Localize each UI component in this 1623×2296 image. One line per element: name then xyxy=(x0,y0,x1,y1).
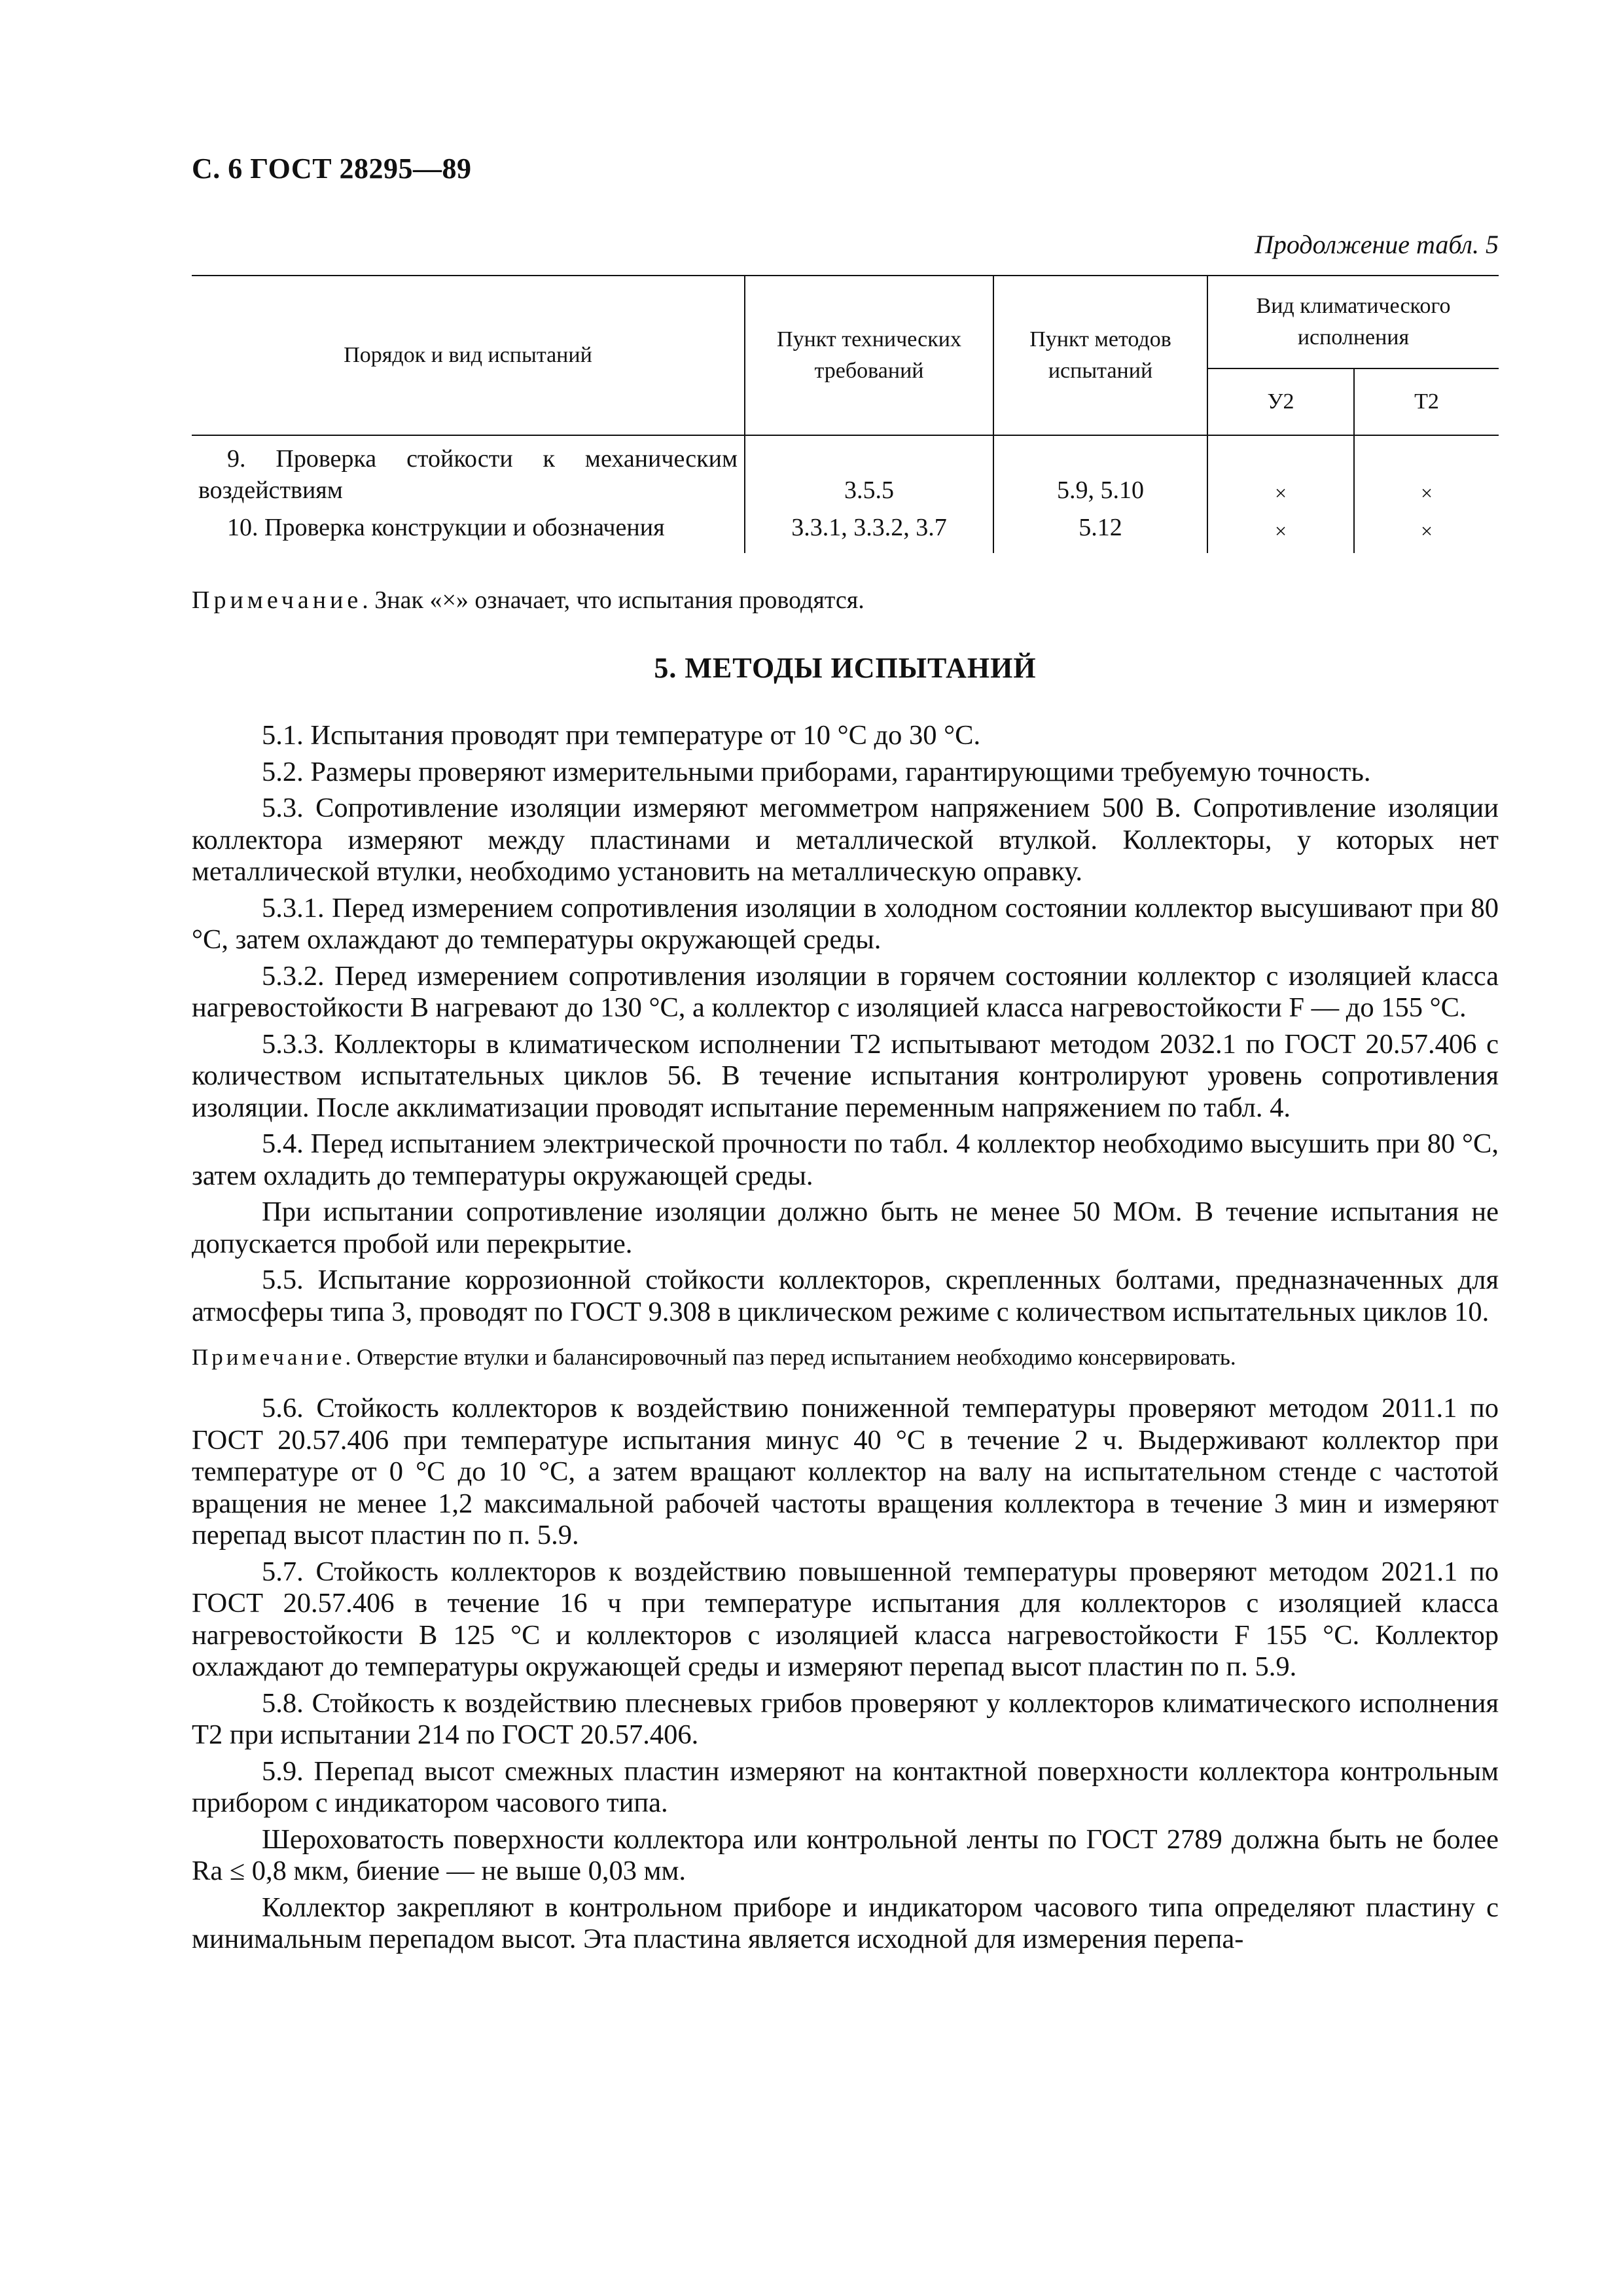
row-u2-mark: × xyxy=(1207,510,1354,553)
paragraph: 5.3.1. Перед измерением сопротивления изоляции в холодном состоянии коллектор высушивают при 80 °С, затем охлаждают до температуры окружающей среды. xyxy=(192,892,1499,955)
table-caption: Продолжение табл. 5 xyxy=(1254,230,1499,259)
paragraph: 5.1. Испытания проводят при температуре от 10 °С до 30 °С. xyxy=(262,720,981,751)
paragraph: Шероховатость поверхности коллектора или контрольной ленты по ГОСТ 2789 должна быть не более Ra ≤ 0,8 мкм, биение — не выше 0,03 мм. xyxy=(192,1823,1499,1886)
paragraph: 5.8. Стойкость к воздействию плесневых грибов проверяют у коллекторов климатического исполнения Т2 при испытании 214 по ГОСТ 20.57.406. xyxy=(192,1687,1499,1750)
paragraph: 5.9. Перепад высот смежных пластин измеряют на контактной поверхности коллектора контрольным прибором с индикатором часового типа. xyxy=(192,1755,1499,1818)
paragraph: 5.7. Стойкость коллекторов к воздействию повышенной температуры проверяют методом 2021.1 по ГОСТ 20.57.406 в течение 16 ч при температуре испытания для коллекторов с изоляцией класса нагревостойкости В 125 °С и коллекторов с изоляцией класса нагревостойкости F 155 °С. Коллектор охлаждают до температуры окружающей среды и измеряют перепад высот пластин по п. 5.9. xyxy=(192,1556,1499,1682)
row-test-method: 5.12 xyxy=(993,510,1207,553)
paragraph: 5.6. Стойкость коллекторов к воздействию пониженной температуры проверяют методом 2011.1 по ГОСТ 20.57.406 при температуре испытания минус 40 °С в течение 2 ч. Выдерживают коллектор при температуре от 0 °С до 10 °С, а затем вращают коллектор на валу на испытательном стенде с частотой вращения не менее 1,2 максимальной рабочей частоты вращения коллектора в течение 3 мин и измеряют перепад высот пластин по п. 5.9. xyxy=(192,1393,1499,1551)
table-row xyxy=(192,435,1499,510)
paragraph: Коллектор закрепляют в контрольном приборе и индикатором часового типа определяют пластину с минимальным перепадом высот. Эта пластина является исходной для измерения перепа- xyxy=(192,1892,1499,1954)
header-climate-version: Вид климатического исполнения xyxy=(1207,276,1499,368)
row-tech-requirement: 3.5.5 xyxy=(745,435,993,510)
paragraph: 5.4. Перед испытанием электрической прочности по табл. 4 коллектор необходимо высушить при 80 °С, затем охладить до температуры окружающей среды. xyxy=(192,1128,1499,1191)
tests-table xyxy=(192,275,1499,553)
row-t2-mark: × xyxy=(1354,510,1499,553)
row-procedure: 9. Проверка стойкости к механическим воздействиям xyxy=(198,445,738,504)
paragraph: 5.3. Сопротивление изоляции измеряют мегомметром напряжением 500 В. Сопротивление изоляции коллектора измеряют между пластинами и металлической втулкой. Коллекторы, у которых нет металлической втулки, необходимо установить на металлическую оправку. xyxy=(192,793,1499,887)
table-row xyxy=(192,510,1499,553)
table-note xyxy=(192,586,1499,615)
paragraph: 5.5. Испытание коррозионной стойкости коллекторов, скрепленных болтами, предназначенных для атмосферы типа 3, проводят по ГОСТ 9.308 в циклическом режиме с количеством испытательных циклов 10. xyxy=(192,1265,1499,1327)
header-procedure: Порядок и вид испытаний xyxy=(192,276,745,435)
note-label: Примечание xyxy=(192,586,363,614)
row-u2-mark: × xyxy=(1207,435,1354,510)
paragraph: При испытании сопротивление изоляции должно быть не менее 50 МОм. В течение испытания не допускается пробой или перекрытие. xyxy=(192,1196,1499,1259)
section-title: 5. МЕТОДЫ ИСПЫТАНИЙ xyxy=(654,652,1037,684)
body-text xyxy=(192,720,1499,1960)
page-header: С. 6 ГОСТ 28295—89 xyxy=(192,152,472,185)
row-t2-mark: × xyxy=(1354,435,1499,510)
header-u2: У2 xyxy=(1207,368,1354,435)
header-tech-requirements: Пункт технических требований xyxy=(745,276,993,435)
header-t2: Т2 xyxy=(1354,368,1499,435)
note-text: . Отверстие втулки и балансировочный паз перед испытанием необходимо консервировать. xyxy=(345,1344,1236,1370)
row-test-method: 5.9, 5.10 xyxy=(993,435,1207,510)
paragraph: 5.2. Размеры проверяют измерительными приборами, гарантирующими требуемую точность. xyxy=(262,756,1371,787)
note-text: . Знак «×» означает, что испытания проводятся. xyxy=(362,586,865,614)
paragraph: 5.3.2. Перед измерением сопротивления изоляции в горячем состоянии коллектор с изоляцией класса нагревостойкости В нагревают до 130 °С, а коллектор с изоляцией класса нагревостойкости F — до 155 °С. xyxy=(192,960,1499,1023)
row-procedure: 10. Проверка конструкции и обозначения xyxy=(227,514,665,541)
note-paragraph xyxy=(192,1344,1499,1371)
paragraph: 5.3.3. Коллекторы в климатическом исполнении Т2 испытывают методом 2032.1 по ГОСТ 20.57.406 с количеством испытательных циклов 56. В течение испытания контролируют уровень сопротивления изоляции. После акклиматизации проводят испытание переменным напряжением по табл. 4. xyxy=(192,1028,1499,1123)
note-label: Примечание xyxy=(192,1344,346,1370)
header-test-methods: Пункт методов испытаний xyxy=(993,276,1207,435)
row-tech-requirement: 3.3.1, 3.3.2, 3.7 xyxy=(745,510,993,553)
